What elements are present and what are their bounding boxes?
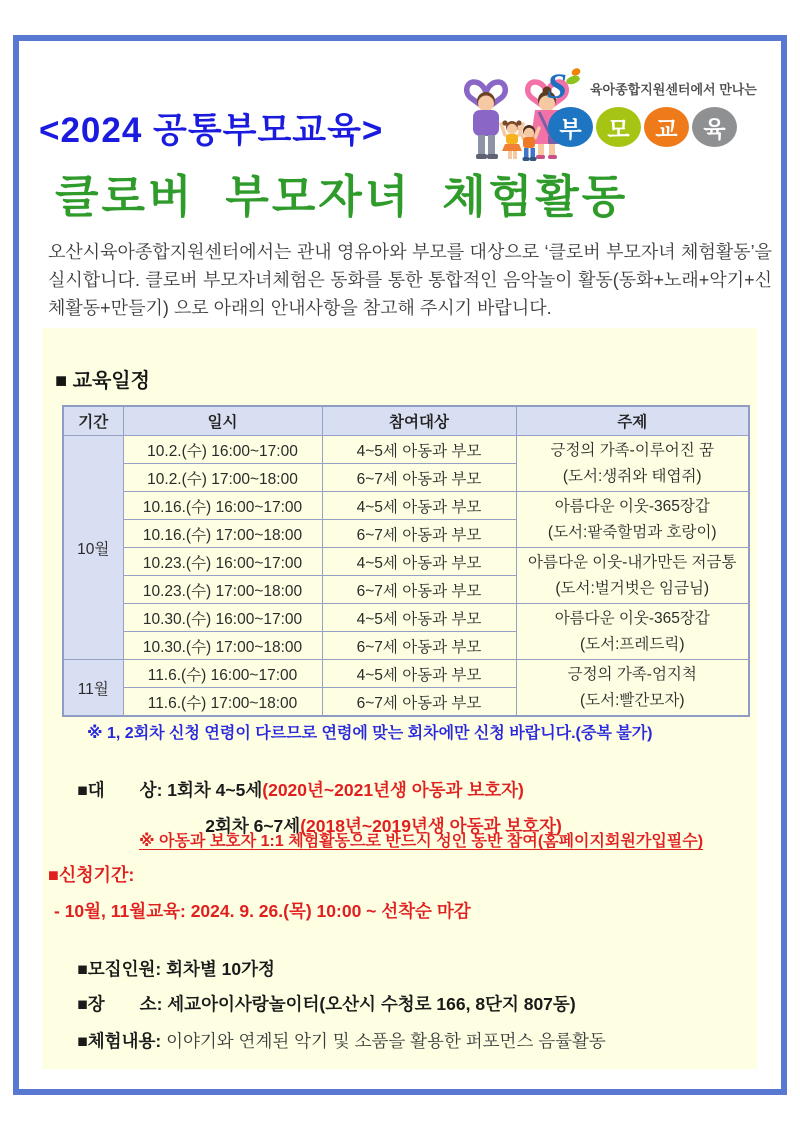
audience-label: ■대 상: [77, 780, 168, 800]
datetime-cell: 11.6.(수) 16:00~17:00 [123, 660, 322, 688]
target-cell: 6~7세 아동과 부모 [322, 632, 516, 660]
col-header-period: 기간 [63, 406, 123, 436]
page-title: <2024 공통부모교육> [39, 111, 384, 150]
age-note: ※ 1, 2회차 신청 연령이 다르므로 연령에 맞는 회차에만 신청 바랍니다.(중복 불가) [87, 725, 653, 742]
intro-paragraph: 오산시육아종합지원센터에서는 관내 영유아와 부모를 대상으로 ‘클로버 부모자녀 체험활동’을 실시합니다. 클로버 부모자녀체험은 동화를 통한 통합적인 음악놀이 활동(동화+노래+악기+신체활동+만들기) 으로 아래의 안내사항을 참고해 주시기 바랍니다. [48, 242, 772, 318]
content-panel [42, 328, 757, 1069]
experience-line [48, 1007, 606, 1074]
companion-warning: ※ 아동과 보호자 1:1 체험활동으로 반드시 성인 동반 참여(홈페이지회원가입필수) [139, 833, 704, 850]
target-cell: 4~5세 아동과 부모 [322, 492, 516, 520]
brand-badges [548, 107, 778, 147]
target-cell: 6~7세 아동과 부모 [322, 688, 516, 717]
datetime-cell: 10.30.(수) 17:00~18:00 [123, 632, 322, 660]
target-cell: 4~5세 아동과 부모 [322, 660, 516, 688]
audience-2-red: (2018년~2019년생 아동과 보호자) [300, 816, 562, 836]
table-row [63, 548, 749, 576]
brand-tagline: 육아종합지원센터에서 만나는 [590, 82, 757, 97]
badge-bu-icon: 부 [548, 107, 593, 147]
place-value: 세교아이사랑놀이터(오산시 수청로 166, 8단지 807동) [167, 994, 576, 1014]
theme-cell: 긍정의 가족-이루어진 꿈 (도서:생쥐와 태엽쥐) [516, 436, 749, 492]
capacity-value: 회차별 10가정 [166, 959, 275, 979]
capacity-label: ■모집인원: [77, 959, 167, 979]
theme-cell: 아름다운 이웃-365장갑 (도서:팥죽할멈과 호랑이) [516, 492, 749, 548]
center-s-logo-icon [546, 65, 588, 105]
table-row [63, 436, 749, 464]
document-frame [13, 35, 787, 1095]
col-header-target: 참여대상 [322, 406, 516, 436]
schedule-heading: ■ 교육일정 [55, 370, 150, 392]
svg-text:S: S [547, 66, 568, 105]
experience-value: 이야기와 연계된 악기 및 소품을 활용한 퍼포먼스 음률활동 [166, 1031, 606, 1051]
audience-1-red: (2020년~2021년생 아동과 보호자) [262, 780, 524, 800]
audience-2-black: 2회차 6~7세 [205, 816, 301, 836]
target-cell: 4~5세 아동과 부모 [322, 548, 516, 576]
badge-yuk-icon: 육 [692, 107, 737, 147]
datetime-cell: 10.2.(수) 16:00~17:00 [123, 436, 322, 464]
apply-period-label: ■신청기간: [48, 865, 135, 885]
theme-cell: 아름다운 이웃-365장갑 (도서:프레드릭) [516, 604, 749, 660]
theme-cell: 아름다운 이웃-내가만든 저금통 (도서:벌거벗은 임금님) [516, 548, 749, 604]
datetime-cell: 10.16.(수) 17:00~18:00 [123, 520, 322, 548]
target-cell: 4~5세 아동과 부모 [322, 604, 516, 632]
period-cell: 11월 [63, 660, 123, 717]
table-row [63, 492, 749, 520]
datetime-cell: 10.23.(수) 16:00~17:00 [123, 548, 322, 576]
datetime-cell: 10.2.(수) 17:00~18:00 [123, 464, 322, 492]
table-row [63, 660, 749, 688]
col-header-datetime: 일시 [123, 406, 322, 436]
datetime-cell: 10.23.(수) 17:00~18:00 [123, 576, 322, 604]
table-row [63, 604, 749, 632]
audience-1-black: 1회차 4~5세 [167, 780, 263, 800]
datetime-cell: 10.30.(수) 16:00~17:00 [123, 604, 322, 632]
apply-period-detail: - 10월, 11월교육: 2024. 9. 26.(목) 10:00 ~ 선착순 마감 [54, 901, 471, 921]
theme-cell: 긍정의 가족-엄지척 (도서:빨간모자) [516, 660, 749, 717]
datetime-cell: 11.6.(수) 17:00~18:00 [123, 688, 322, 717]
period-cell: 10월 [63, 436, 123, 660]
target-cell: 6~7세 아동과 부모 [322, 464, 516, 492]
place-label: ■장 소: [77, 994, 168, 1014]
target-cell: 4~5세 아동과 부모 [322, 436, 516, 464]
badge-mo-icon: 모 [596, 107, 641, 147]
badge-gyo-icon: 교 [644, 107, 689, 147]
main-title: 클로버 부모자녀 체험활동 [55, 171, 629, 222]
col-header-theme: 주제 [516, 406, 749, 436]
brand-lockup [546, 65, 778, 147]
schedule-table [62, 405, 750, 717]
brand-top-row [546, 65, 778, 105]
table-header-row [63, 406, 749, 436]
experience-label: ■체험내용: [77, 1031, 167, 1051]
datetime-cell: 10.16.(수) 16:00~17:00 [123, 492, 322, 520]
target-cell: 6~7세 아동과 부모 [322, 576, 516, 604]
target-cell: 6~7세 아동과 부모 [322, 520, 516, 548]
